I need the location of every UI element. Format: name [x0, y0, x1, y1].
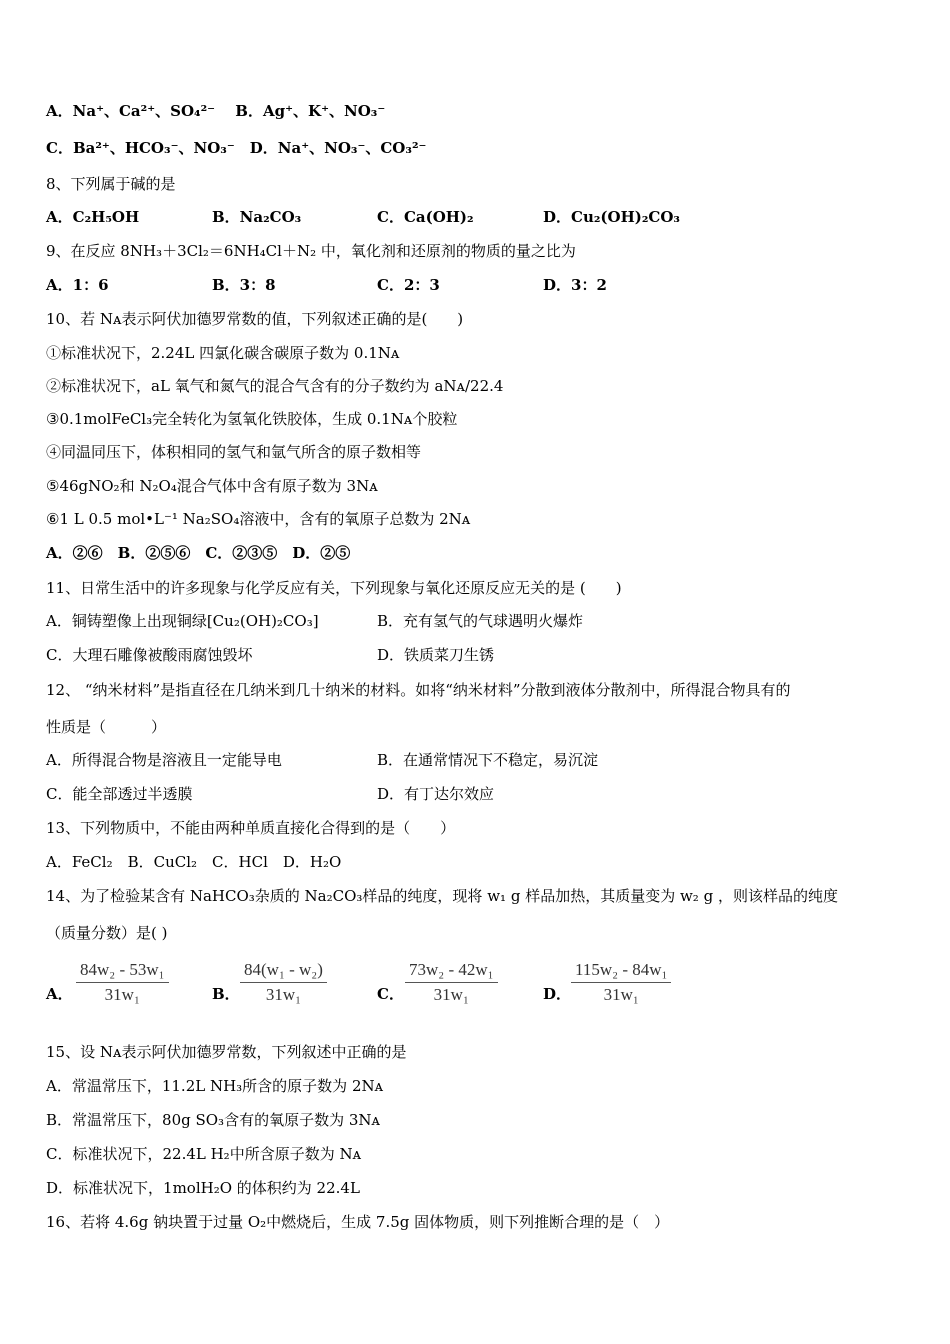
- q11-stem: 11、日常生活中的许多现象与化学反应有关，下列现象与氧化还原反应无关的是 ( ): [46, 579, 622, 597]
- q12-option-d: D．有丁达尔效应: [377, 785, 495, 803]
- q12-stem-line1: 12、 “纳米材料”是指直径在几纳米到几十纳米的材料。如将“纳米材料”分散到液体分散剂中，所得混合物具有的: [46, 681, 791, 699]
- q14-option-a-numerator: 84w₂ - 53w₁: [80, 960, 165, 979]
- q14-stem-line2: （质量分数）是( ): [46, 924, 168, 942]
- q14-option-c-fraction: [405, 960, 498, 1005]
- q9-option-d: D．3：2: [543, 276, 607, 294]
- q16-stem: 16、若将 4.6g 钠块置于过量 O₂中燃烧后，生成 7.5g 固体物质，则下列推断合理的是（ ）: [46, 1213, 670, 1231]
- q14-option-d-fraction: [571, 960, 671, 1005]
- q10-statement-1: ①标准状况下，2.24L 四氯化碳含碳原子数为 0.1Nᴀ: [46, 344, 400, 362]
- q8-option-b: B．Na₂CO₃: [212, 208, 302, 226]
- q10-statement-3: ③0.1molFeCl₃完全转化为氢氧化铁胶体，生成 0.1Nᴀ个胶粒: [46, 410, 458, 428]
- q9-option-a: A．1：6: [46, 276, 109, 294]
- q12-stem-line2: 性质是（ ）: [46, 718, 167, 736]
- q13-options: A．FeCl₂ B．CuCl₂ C．HCl D．H₂O: [46, 853, 342, 871]
- q14-option-c-label: C．: [377, 985, 404, 1003]
- q15-option-a: A．常温常压下，11.2L NH₃所含的原子数为 2Nᴀ: [46, 1077, 384, 1095]
- q11-option-a: A．铜铸塑像上出现铜绿[Cu₂(OH)₂CO₃]: [46, 612, 319, 630]
- q10-statement-4: ④同温同压下，体积相同的氢气和氩气所含的原子数相等: [46, 443, 422, 461]
- q14-option-b-fraction: [240, 960, 327, 1005]
- q14-option-d-numerator: 115w₂ - 84w₁: [575, 960, 668, 979]
- q8-option-c: C．Ca(OH)₂: [377, 208, 474, 226]
- q14-option-a-label: A．: [46, 985, 73, 1003]
- q11-option-c: C．大理石雕像被酸雨腐蚀毁坏: [46, 646, 253, 664]
- q9-option-c: C．2：3: [377, 276, 440, 294]
- fraction-bar: [405, 982, 498, 983]
- fraction-bar: [76, 982, 169, 983]
- q14-option-b-numerator: 84(w₁ - w₂): [244, 960, 323, 979]
- q9-stem: 9、在反应 8NH₃＋3Cl₂＝6NH₄Cl＋N₂ 中，氧化剂和还原剂的物质的量之比为: [46, 242, 576, 260]
- q7-options-row2: C．Ba²⁺、HCO₃⁻、NO₃⁻ D．Na⁺、NO₃⁻、CO₃²⁻: [46, 139, 427, 157]
- q14-option-b-denominator: 31w₁: [265, 985, 302, 1004]
- q14-option-a-fraction: [76, 960, 169, 1005]
- q14-option-a-denominator: 31w₁: [104, 985, 140, 1004]
- q14-option-c-denominator: 31w₁: [433, 985, 469, 1004]
- q12-option-c: C．能全部透过半透膜: [46, 785, 193, 803]
- q10-statement-2: ②标准状况下，aL 氧气和氮气的混合气含有的分子数约为 aNᴀ/22.4: [46, 377, 504, 395]
- q8-option-a: A．C₂H₅OH: [46, 208, 140, 226]
- fraction-bar: [240, 982, 327, 983]
- q14-option-b-label: B．: [212, 985, 240, 1003]
- q10-statement-6: ⑥1 L 0.5 mol•L⁻¹ Na₂SO₄溶液中，含有的氧原子总数为 2Nᴀ: [46, 510, 471, 528]
- q15-stem: 15、设 Nᴀ表示阿伏加德罗常数，下列叙述中正确的是: [46, 1043, 407, 1061]
- q10-statement-5: ⑤46gNO₂和 N₂O₄混合气体中含有原子数为 3Nᴀ: [46, 477, 378, 495]
- q7-options-row1: A．Na⁺、Ca²⁺、SO₄²⁻ B．Ag⁺、K⁺、NO₃⁻: [46, 102, 386, 120]
- q8-option-d: D．Cu₂(OH)₂CO₃: [543, 208, 680, 226]
- q15-option-b: B．常温常压下，80g SO₃含有的氧原子数为 3Nᴀ: [46, 1111, 380, 1129]
- q14-option-c-numerator: 73w₂ - 42w₁: [409, 960, 494, 979]
- q14-option-d-denominator: 31w₁: [603, 985, 639, 1004]
- q12-option-b: B．在通常情况下不稳定，易沉淀: [377, 751, 599, 769]
- q9-option-b: B．3：8: [212, 276, 276, 294]
- q15-option-c: C．标准状况下，22.4L H₂中所含原子数为 Nᴀ: [46, 1145, 362, 1163]
- q11-option-d: D．铁质菜刀生锈: [377, 646, 495, 664]
- q15-option-d: D．标准状况下，1molH₂O 的体积约为 22.4L: [46, 1179, 360, 1197]
- q14-stem-line1: 14、为了检验某含有 NaHCO₃杂质的 Na₂CO₃样品的纯度，现将 w₁ g 样品加热，其质量变为 w₂ g ，则该样品的纯度: [46, 887, 838, 905]
- fraction-bar: [571, 982, 671, 983]
- q12-option-a: A．所得混合物是溶液且一定能导电: [46, 751, 282, 769]
- q14-option-d-label: D．: [543, 985, 572, 1003]
- q10-stem: 10、若 Nᴀ表示阿伏加德罗常数的值，下列叙述正确的是( ): [46, 310, 464, 328]
- q13-stem: 13、下列物质中，不能由两种单质直接化合得到的是（ ）: [46, 819, 456, 837]
- q10-options: A．②⑥ B．②⑤⑥ C．②③⑤ D．②⑤: [46, 544, 351, 562]
- q11-option-b: B．充有氢气的气球遇明火爆炸: [377, 612, 584, 630]
- q8-stem: 8、下列属于碱的是: [46, 175, 176, 193]
